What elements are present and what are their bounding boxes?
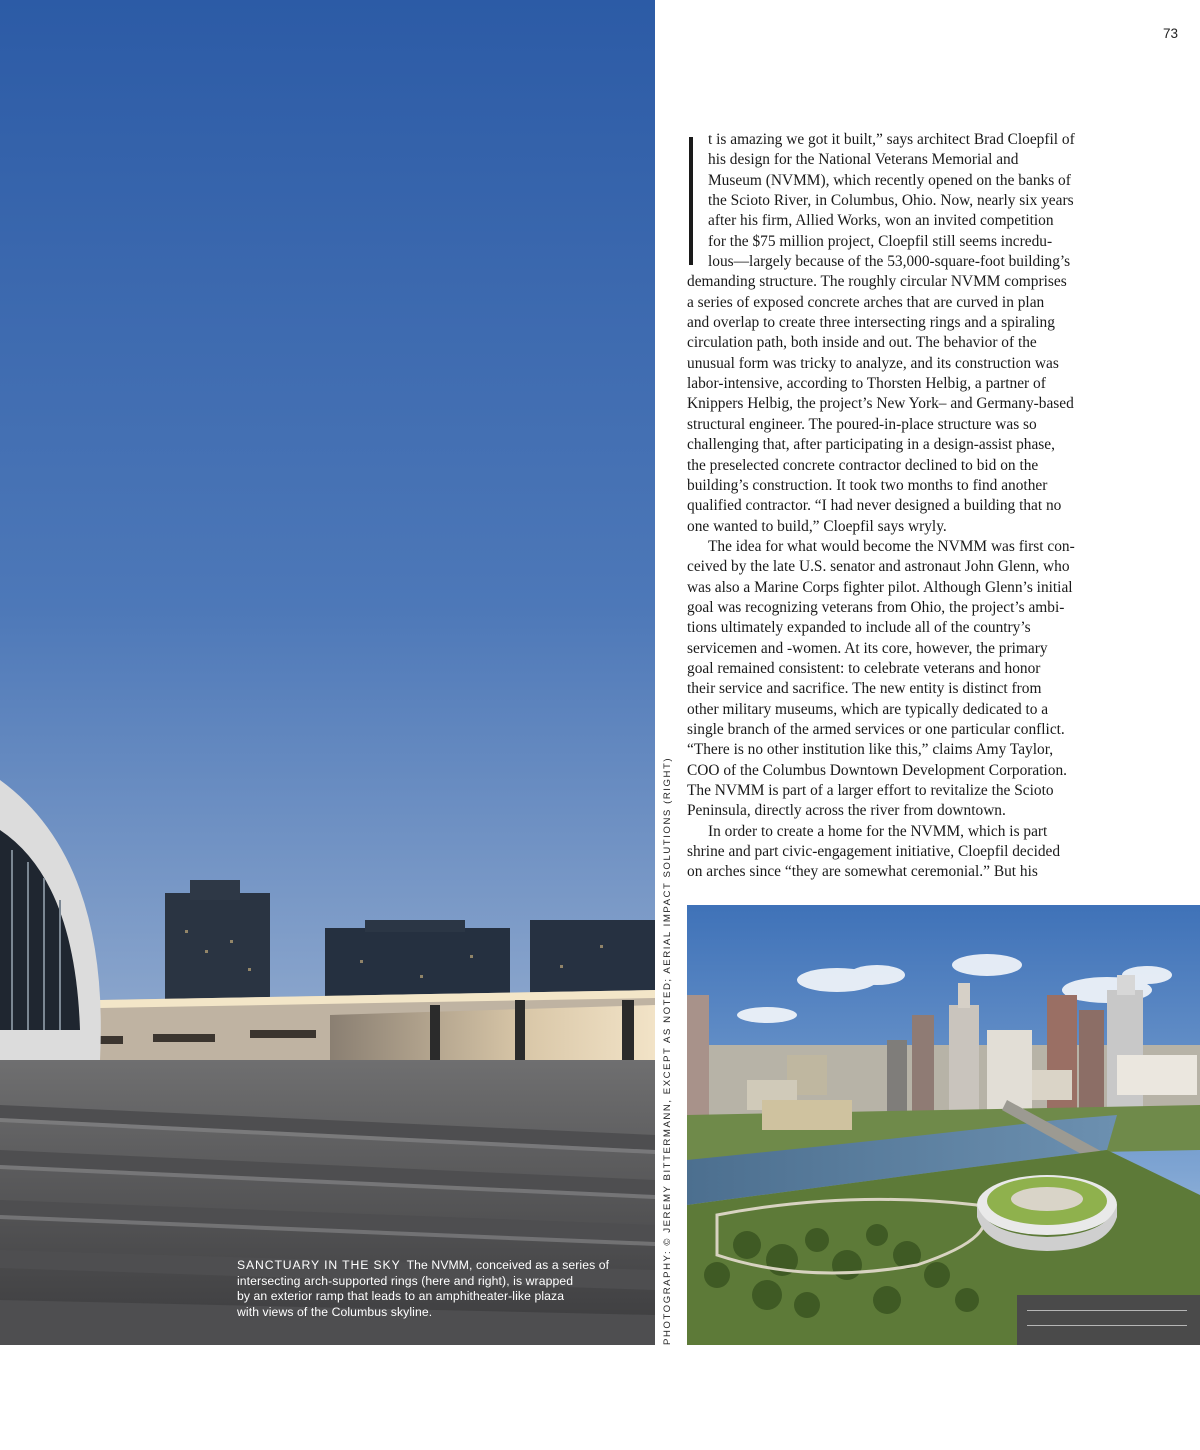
- article-line: In order to create a home for the NVMM, which is part: [708, 822, 1048, 840]
- article-line: The NVMM is part of a larger effort to revitalize the Scioto: [687, 782, 1054, 799]
- article-line: The idea for what would become the NVMM was first con-: [708, 537, 1075, 555]
- article-line: after his firm, Allied Works, won an invited competition: [708, 212, 1054, 230]
- article-line: on arches since “they are somewhat ceremonial.” But his: [687, 863, 1038, 881]
- article-line: unusual form was tricky to analyze, and its construction was: [687, 354, 1059, 372]
- article-line: his design for the National Veterans Memorial and: [708, 151, 1019, 169]
- article-line: was also a Marine Corps fighter pilot. Although Glenn’s initial: [687, 578, 1073, 596]
- article-line: single branch of the armed services or one particular conflict.: [687, 720, 1065, 738]
- article-line: tions ultimately expanded to include all of the country’s: [687, 619, 1031, 637]
- article-line: goal remained consistent: to celebrate veterans and honor: [687, 659, 1041, 677]
- page-number: 73: [1162, 26, 1178, 41]
- article-line: demanding structure. The roughly circular NVMM comprises: [687, 273, 1067, 291]
- photo-credit: PHOTOGRAPHY: © JEREMY BITTERMANN, EXCEPT AS NOTED; AERIAL IMPACT SOLUTIONS (RIGHT): [662, 756, 673, 1345]
- caption-line-1: The NVMM, conceived as a series of: [406, 1258, 610, 1272]
- article-line: the preselected concrete contractor declined to bid on the: [687, 456, 1039, 474]
- article-line: the Scioto River, in Columbus, Ohio. Now, nearly six years: [708, 192, 1074, 210]
- caption-line-3: by an exterior ramp that leads to an amphitheater-like plaza: [237, 1289, 565, 1303]
- photo-aerial-columbus-image: [687, 905, 1200, 1345]
- article-line: building’s construction. It took two months to find another: [687, 476, 1048, 494]
- article-line: for the $75 million project, Cloepfil still seems incredu-: [708, 232, 1053, 250]
- article-line: a series of exposed concrete arches that are curved in plan: [687, 293, 1045, 311]
- article-line: one wanted to build,” Cloepfil says wryly.: [687, 517, 947, 535]
- article-body: [687, 130, 1127, 883]
- article-line: and overlap to create three intersecting rings and a spiraling: [687, 314, 1055, 332]
- article-line: goal was recognizing veterans from Ohio, the project’s ambi-: [687, 598, 1065, 616]
- photo-caption: [237, 1258, 637, 1320]
- article-line: labor-intensive, according to Thorsten Helbig, a partner of: [687, 375, 1046, 393]
- photo-aerial-columbus: [687, 905, 1200, 1345]
- article-line: shrine and part civic-engagement initiative, Cloepfil decided: [687, 843, 1061, 861]
- article-line: COO of the Columbus Downtown Development Corporation.: [687, 761, 1068, 779]
- article-line: t is amazing we got it built,” says architect Brad Cloepfil of: [708, 131, 1075, 148]
- article-line: qualified contractor. “I had never designed a building that no: [687, 497, 1062, 515]
- article-line: circulation path, both inside and out. The behavior of the: [687, 334, 1037, 352]
- caption-heading: SANCTUARY IN THE SKY: [237, 1258, 401, 1272]
- article-line: challenging that, after participating in a design-assist phase,: [687, 436, 1055, 454]
- article-line: ceived by the late U.S. senator and astronaut John Glenn, who: [687, 558, 1070, 576]
- article-line: Museum (NVMM), which recently opened on the banks of: [708, 171, 1071, 189]
- article-line: Knippers Helbig, the project’s New York– and Germany-based: [687, 395, 1074, 413]
- article-line: lous—largely because of the 53,000-square-foot building’s: [708, 253, 1071, 271]
- article-line: structural engineer. The poured-in-place structure was so: [687, 415, 1037, 433]
- article-line: “There is no other institution like this,” claims Amy Taylor,: [687, 741, 1054, 759]
- caption-line-4: with views of the Columbus skyline.: [237, 1304, 433, 1319]
- article-line: Peninsula, directly across the river from downtown.: [687, 802, 1006, 820]
- article-line: servicemen and -women. At its core, however, the primary: [687, 639, 1048, 657]
- article-line: other military museums, which are typically dedicated to a: [687, 700, 1049, 718]
- article-line: their service and sacrifice. The new entity is distinct from: [687, 680, 1042, 698]
- caption-line-2: intersecting arch-supported rings (here and right), is wrapped: [237, 1273, 574, 1288]
